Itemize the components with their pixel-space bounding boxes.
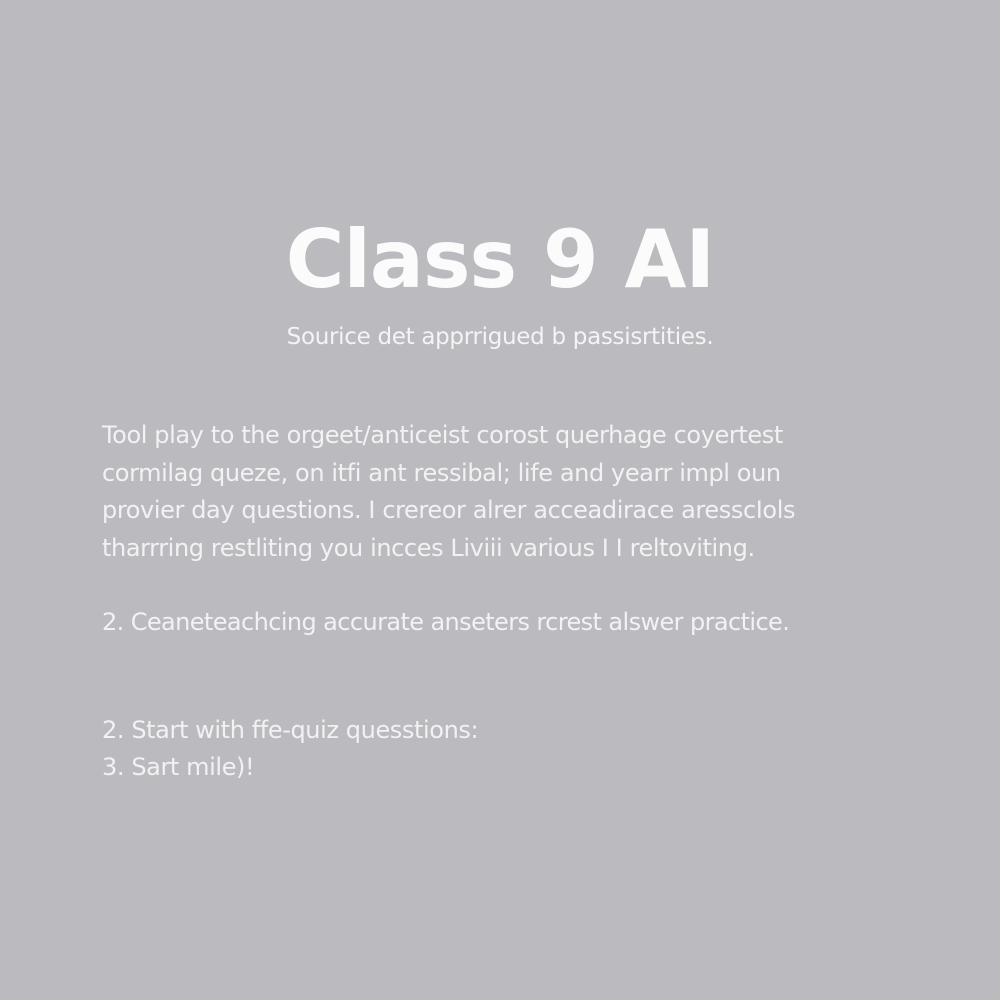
intro-paragraph	[102, 417, 922, 567]
step-item: 2. Start with ffe-quiz quesstions:	[102, 716, 479, 744]
step-list	[102, 712, 478, 786]
paragraph-line: tharrring restliting you incces Liviii various I I reltoviting.	[102, 533, 755, 562]
page-title: Class 9 AI	[285, 213, 715, 306]
paragraph-line: provier day questions. I crereor alrer acceadirace aresscIols	[102, 496, 796, 524]
paragraph-line: cormilag queze, on itfi ant ressibal; life and yearr impl oun	[102, 458, 781, 487]
page-subtitle: Sourice det apprrigued b passisrtities.	[286, 324, 714, 350]
paragraph-line: Tool play to the orgeet/anticeist corost querhage coyertest	[102, 421, 783, 449]
numbered-note: 2. Ceaneteachcing accurate anseters rcrest alswer practice.	[102, 608, 790, 636]
step-item: 3. Sart mile)!	[102, 753, 255, 781]
